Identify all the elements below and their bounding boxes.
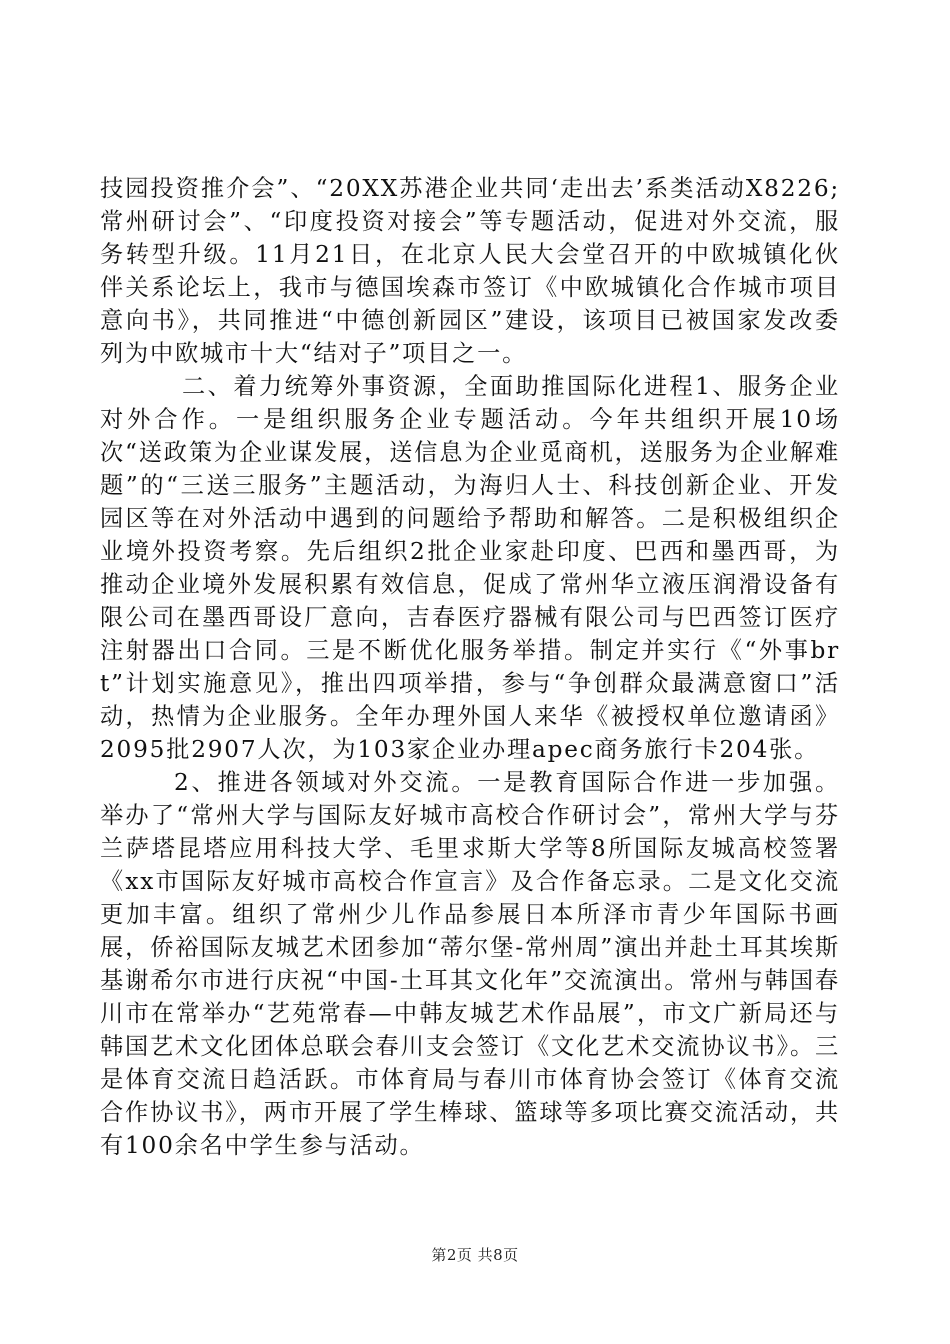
page-number-footer: 第2页 共8页 xyxy=(431,1246,519,1264)
paragraph-1: 技园投资推介会”、“20XX苏港企业共同‘走出去’系类活动X8226;常州研讨会”、“印度投资对接会”等专题活动，促进对外交流，服务转型升级。11月21日，在北京人民大会堂召开的中欧城镇化伙伴关系论坛上，我市与德国埃森市签订《中欧城镇化合作城市项目意向书》，共同推进“中德创新园区”建设，该项目已被国家发改委列为中欧城市十大“结对子”项目之一。 xyxy=(100,175,840,367)
document-body xyxy=(100,172,840,1162)
paragraph-3: 2、推进各领域对外交流。一是教育国际合作进一步加强。举办了“常州大学与国际友好城市高校合作研讨会”，常州大学与芬兰萨塔昆塔应用科技大学、毛里求斯大学等8所国际友城高校签署《xx市国际友好城市高校合作宣言》及合作备忘录。二是文化交流更加丰富。组织了常州少儿作品参展日本所泽市青少年国际书画展，侨裕国际友城艺术团参加“蒂尔堡-常州周”演出并赴土耳其埃斯基谢希尔市进行庆祝“中国-土耳其文化年”交流演出。常州与韩国春川市在常举办“艺苑常春—中韩友城艺术作品展”，市文广新局还与韩国艺术文化团体总联会春川支会签订《文化艺术交流协议书》。三是体育交流日趋活跃。市体育局与春川市体育协会签订《体育交流合作协议书》，两市开展了学生棒球、篮球等多项比赛交流活动，共有100余名中学生参与活动。 xyxy=(100,769,840,1159)
paragraph-2: 二、着力统筹外事资源，全面助推国际化进程1、服务企业对外合作。一是组织服务企业专题活动。今年共组织开展10场次“送政策为企业谋发展，送信息为企业觅商机，送服务为企业解难题”的“三送三服务”主题活动，为海归人士、科技创新企业、开发园区等在对外活动中遇到的问题给予帮助和解答。二是积极组织企业境外投资考察。先后组织2批企业家赴印度、巴西和墨西哥，为推动企业境外发展积累有效信息，促成了常州华立液压润滑设备有限公司在墨西哥设厂意向，吉春医疗器械有限公司与巴西签订医疗注射器出口合同。三是不断优化服务举措。制定并实行《“外事brt”计划实施意见》，推出四项举措，参与“争创群众最满意窗口”活动，热情为企业服务。全年办理外国人来华《被授权单位邀请函》2095批2907人次，为103家企业办理apec商务旅行卡204张。 xyxy=(100,373,840,763)
